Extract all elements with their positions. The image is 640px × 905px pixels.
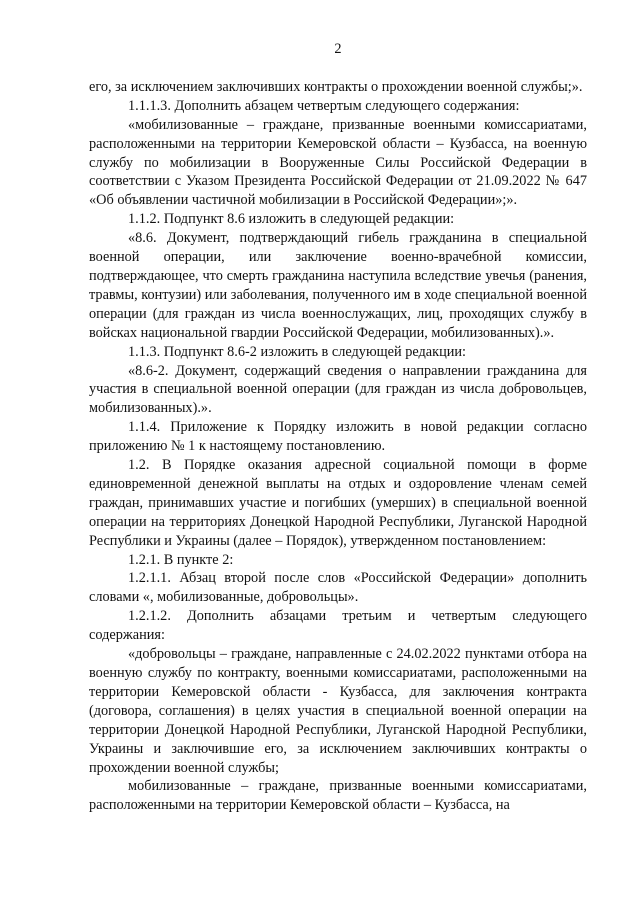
paragraph: 1.2.1.1. Абзац второй после слов «Российской Федерации» дополнить словами «, мобилизованные, добровольцы».: [89, 570, 587, 606]
paragraph: 1.1.4. Приложение к Порядку изложить в новой редакции согласно приложению № 1 к настоящему постановлению.: [89, 419, 587, 455]
page-number: 2: [334, 41, 342, 57]
paragraph: «добровольцы – граждане, направленные с 24.02.2022 пунктами отбора на военную службу по контракту, военными комиссариатами, расположенными на территории Кемеровской области - Кузбасса, для заключения контракта (договора, соглашения) в целях участия в специальной военной операции на территории Донецкой Народной Республики, Луганской Народной Республики, Украины и заключившие его, за исключением заключивших контракты о прохождении военной службы;: [89, 646, 587, 776]
paragraph: 1.1.2. Подпункт 8.6 изложить в следующей редакции:: [128, 211, 455, 228]
paragraph: «8.6. Документ, подтверждающий гибель гражданина в специальной военной операции, или заключение военно-врачебной комиссии, подтверждающее, что смерть гражданина наступила вследствие увечья (ранения, травмы, контузии) или заболевания, полученного им в ходе специальной военной операции (для граждан из числа военнослужащих, лиц, проходящих службу в войсках национальной гвардии Российской Федерации, мобилизованных).».: [89, 230, 587, 341]
paragraph: 1.1.3. Подпункт 8.6-2 изложить в следующей редакции:: [128, 343, 467, 360]
paragraph: 1.2.1.2. Дополнить абзацами третьим и четвертым следующего содержания:: [89, 608, 587, 644]
paragraph: «мобилизованные – граждане, призванные военными комиссариатами, расположенными на территории Кемеровской области – Кузбасса, на военную службу по мобилизации в Вооруженные Силы Российской Федерации в соответствии с Указом Президента Российской Федерации от 21.09.2022 № 647 «Об объявлении частичной мобилизации в Российской Федерации»;».: [89, 116, 587, 209]
paragraph: «8.6-2. Документ, содержащий сведения о направлении гражданина для участия в специальной военной операции (для граждан из числа добровольцев, мобилизованных).».: [89, 362, 587, 417]
paragraph: его, за исключением заключивших контракты о прохождении военной службы;».: [89, 78, 583, 95]
paragraph: 1.2.1. В пункте 2:: [128, 551, 234, 568]
document-body: [89, 78, 587, 815]
paragraph: мобилизованные – граждане, призванные военными комиссариатами, расположенными на территории Кемеровской области – Кузбасса, на: [89, 778, 587, 814]
paragraph: 1.1.1.3. Дополнить абзацем четвертым следующего содержания:: [128, 97, 520, 114]
paragraph: 1.2. В Порядке оказания адресной социальной помощи в форме единовременной денежной выплаты на отдых и оздоровление членам семей граждан, принимавших участие и погибших (умерших) в специальной военной операции на территориях Донецкой Народной Республики, Луганской Народной Республики и Украины (далее – Порядок), утвержденном постановлением:: [89, 457, 587, 549]
